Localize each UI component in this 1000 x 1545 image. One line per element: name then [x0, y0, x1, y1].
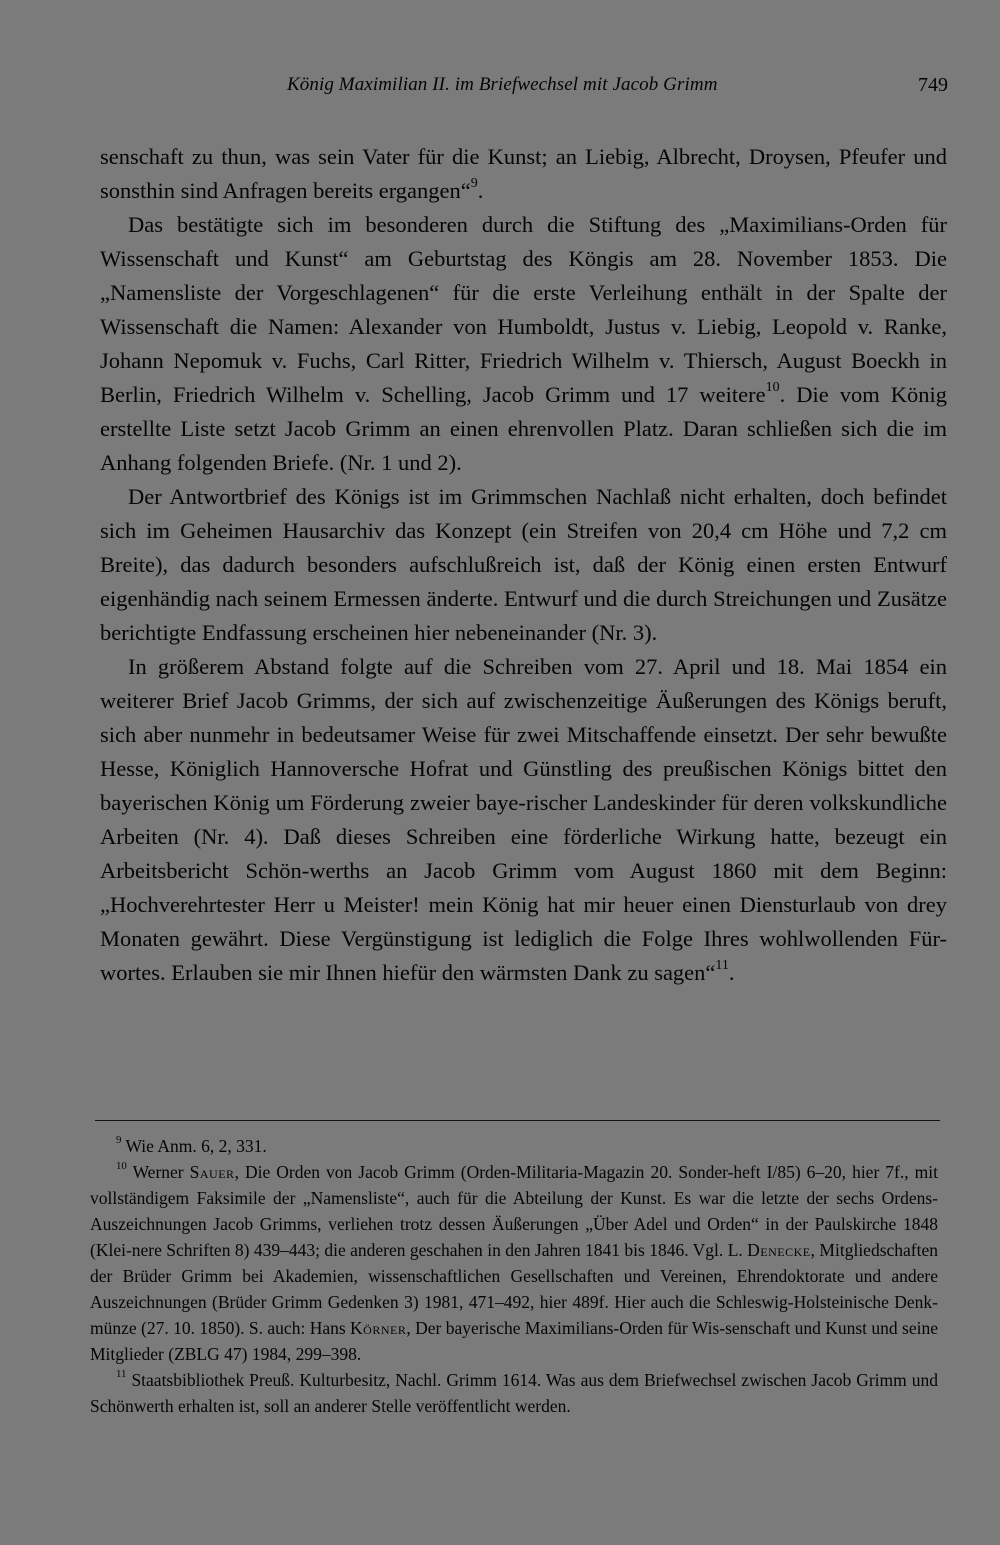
running-head — [102, 74, 948, 104]
page-number: 749 — [918, 74, 948, 96]
footnotes — [90, 1133, 938, 1419]
footnote-10: $^{10}$ Werner Sauer, Die Orden von Jacob Grimm (Orden-Militaria-Magazin 20. Sonder-heft I/85) 6–20, hier 7f., mit vollständigem Faksimile der „Namensliste“, auch für die Abteilung der Kunst. Es war die letzte der sechs Ordens-Auszeichnungen Jacob Grimms, verliehen trotz dessen Äußerungen „Über Adel und Orden“ in der Paulskirche 1848 (Klei-nere Schriften 8) 439–443; die anderen geschahen in den Jahren 1841 bis 1846. Vgl. L. Denecke, Mitgliedschaften der Brüder Grimm bei Akademien, wissenschaftlichen Gesellschaften und Vereinen, Ehrendoktorate und andere Auszeichnungen (Brüder Grimm Gedenken 3) 1981, 471–492, hier 489f. Hier auch die Schleswig-Holsteinische Denk-münze (27. 10. 1850). S. auch: Hans Körner, Der bayerische Maximilians-Orden für Wis-senschaft und Kunst und seine Mitglieder (ZBLG 47) 1984, 299–398. — [90, 1160, 938, 1364]
footnote-11: $^{11}$ Staatsbibliothek Preuß. Kulturbesitz, Nachl. Grimm 1614. Was aus dem Briefwechsel zwischen Jacob Grimm und Schönwerth erhalten ist, soll an anderer Stelle veröffentlicht werden. — [90, 1368, 939, 1416]
footnote-number: 11 — [116, 1368, 127, 1381]
footnote-ref-11[interactable]: 11 — [715, 957, 729, 973]
footnote-9: $^9$ Wie Anm. 6, 2, 331. — [116, 1134, 267, 1156]
footnote-number: 10 — [116, 1160, 127, 1173]
footnote-divider — [95, 1120, 940, 1121]
paragraph-4: In größerem Abstand folgte auf die Schreiben vom 27. April und 18. Mai 1854 ein weiterer Brief Jacob Grimms, der sich auf zwischenzeitige Äußerungen des Königs beruft, sich aber nunmehr in bedeutsamer Weise für zwei Mitschaffende einsetzt. Der sehr bewußte Hesse, Königlich Hannoversche Hofrat und Günstling des preußischen Königs bittet den bayerischen König um Förderung zweier baye-rischer Landeskinder für deren volkskundliche Arbeiten (Nr. 4). Daß dieses Schreiben eine förderliche Wirkung hatte, bezeugt ein Arbeitsbericht Schön-werths an Jacob Grimm vom August 1860 mit dem Beginn: „Hochverehrtester Herr u Meister! mein König hat mir heuer einen Diensturlaub von drey Monaten gewährt. Diese Vergünstigung ist lediglich die Folge Ihres wohlwollenden Für-wortes. Erlauben sie mir Ihnen hiefür den wärmsten Dank zu sagen“$^{11}$. — [100, 654, 947, 985]
author-name: Denecke — [747, 1240, 811, 1260]
footnote-ref-9[interactable]: 9 — [470, 175, 478, 191]
paragraph-2: Das bestätigte sich im besonderen durch die Stiftung des „Maximilians-Orden für Wissenschaft und Kunst“ am Geburtstag des Köngis am 28. November 1853. Die „Namensliste der Vorgeschlagenen“ für die erste Verleihung enthält in der Spalte der Wissenschaft die Namen: Alexander von Humboldt, Justus v. Liebig, Leopold v. Ranke, Johann Nepomuk v. Fuchs, Carl Ritter, Friedrich Wilhelm v. Thiersch, August Boeckh in Berlin, Friedrich Wilhelm v. Schelling, Jacob Grimm und 17 weitere$^{10}$. Die vom König erstellte Liste setzt Jacob Grimm an einen ehrenvollen Platz. Daran schließen sich die im Anhang folgenden Briefe. (Nr. 1 und 2). — [100, 212, 947, 475]
footnote-number: 9 — [116, 1134, 122, 1147]
paragraph-3: Der Antwortbrief des Königs ist im Grimmschen Nachlaß nicht erhalten, doch befindet sich im Geheimen Hausarchiv das Konzept (ein Streifen von 20,4 cm Höhe und 7,2 cm Breite), das dadurch besonders aufschlußreich ist, daß der König einen ersten Entwurf eigenhändig nach seinem Ermessen änderte. Entwurf und die durch Streichungen und Zusätze berichtigte Endfassung erscheinen hier nebeneinander (Nr. 3). — [100, 484, 947, 645]
body-text — [100, 140, 947, 990]
author-name: Körner — [350, 1318, 407, 1338]
running-title: König Maximilian II. im Briefwechsel mit Jacob Grimm — [287, 74, 718, 95]
footnote-ref-10[interactable]: 10 — [765, 379, 780, 395]
author-name: Sauer — [189, 1162, 235, 1182]
paragraph-1: senschaft zu thun, was sein Vater für die Kunst; an Liebig, Albrecht, Droysen, Pfeufer und sonsthin sind Anfragen bereits ergangen“$^9$. — [100, 144, 947, 203]
